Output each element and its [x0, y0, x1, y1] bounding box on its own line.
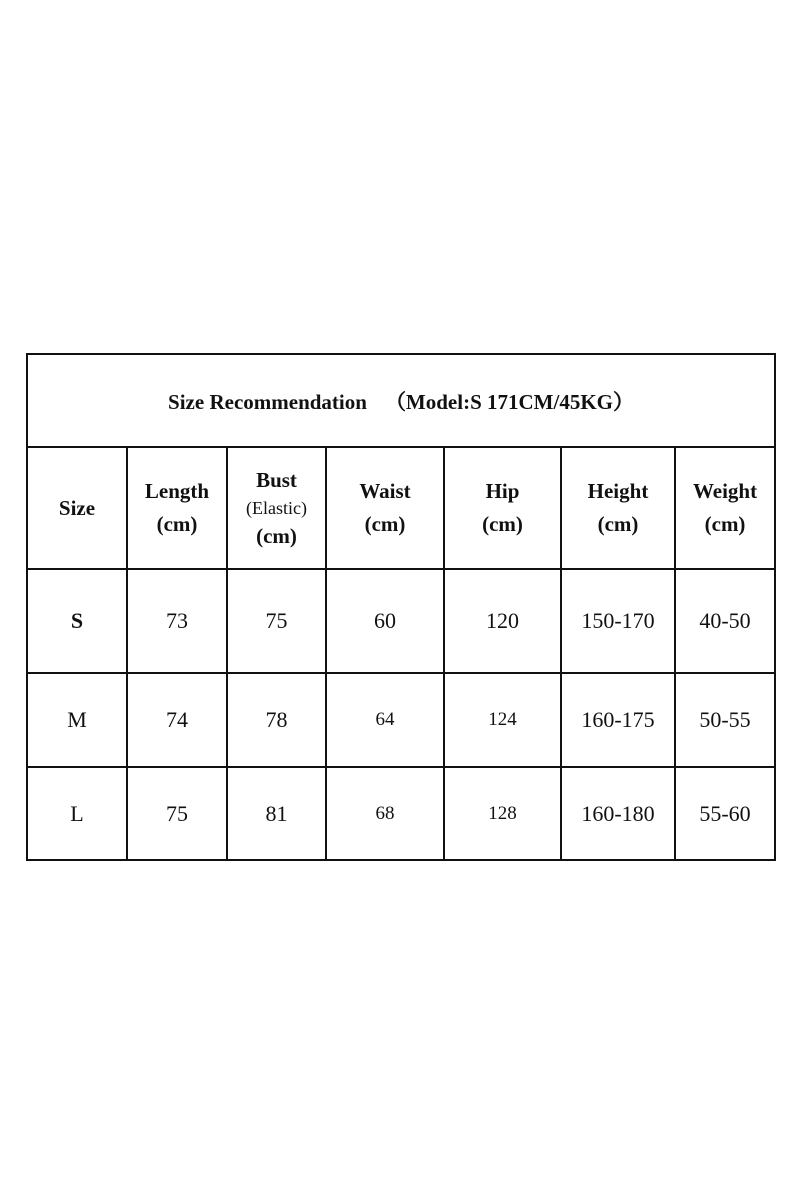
- header-row: [27, 447, 775, 569]
- column-header-unit: (cm): [256, 524, 297, 548]
- title-row: [27, 354, 775, 447]
- column-header-label: Length: [144, 479, 210, 503]
- table-row: [27, 767, 775, 860]
- column-header-label: Hip: [485, 479, 520, 503]
- column-header-weight: [675, 447, 775, 569]
- table-title: [27, 354, 775, 447]
- column-header-unit: (cm): [704, 512, 746, 536]
- column-header-waist: [326, 447, 444, 569]
- column-header-label: Height: [587, 479, 649, 503]
- hip-cell: 124: [444, 673, 561, 767]
- height-cell: 160-175: [561, 673, 675, 767]
- height-cell: 150-170: [561, 569, 675, 673]
- column-header-unit: (cm): [482, 512, 523, 536]
- hip-cell: 128: [444, 767, 561, 860]
- waist-cell: 68: [326, 767, 444, 860]
- length-cell: 75: [127, 767, 227, 860]
- length-cell: 73: [127, 569, 227, 673]
- column-header-unit: (cm): [364, 512, 406, 536]
- column-header-unit: (cm): [597, 512, 639, 536]
- column-header-height: [561, 447, 675, 569]
- waist-cell: 64: [326, 673, 444, 767]
- weight-cell: 40-50: [675, 569, 775, 673]
- bust-cell: 75: [227, 569, 326, 673]
- table-row: [27, 673, 775, 767]
- table-title-text: Size Recommendation: [168, 389, 367, 414]
- size-cell: S: [27, 569, 127, 673]
- column-header-note: (Elastic): [246, 498, 307, 518]
- column-header-label: Weight: [692, 479, 758, 503]
- column-header-size: [27, 447, 127, 569]
- length-cell: 74: [127, 673, 227, 767]
- column-header-label: Waist: [359, 479, 411, 503]
- column-header-hip: [444, 447, 561, 569]
- size-cell: M: [27, 673, 127, 767]
- table-title-model: （Model:S 171CM/45KG）: [384, 389, 635, 414]
- hip-cell: 120: [444, 569, 561, 673]
- bust-cell: 81: [227, 767, 326, 860]
- weight-cell: 55-60: [675, 767, 775, 860]
- column-header-label: Bust: [256, 468, 297, 492]
- bust-cell: 78: [227, 673, 326, 767]
- size-recommendation-table: [26, 353, 776, 861]
- column-header-unit: (cm): [156, 512, 198, 536]
- weight-cell: 50-55: [675, 673, 775, 767]
- size-cell: L: [27, 767, 127, 860]
- waist-cell: 60: [326, 569, 444, 673]
- column-header-length: [127, 447, 227, 569]
- height-cell: 160-180: [561, 767, 675, 860]
- column-header-bust: [227, 447, 326, 569]
- table-row: [27, 569, 775, 673]
- column-header-label: Size: [58, 496, 96, 520]
